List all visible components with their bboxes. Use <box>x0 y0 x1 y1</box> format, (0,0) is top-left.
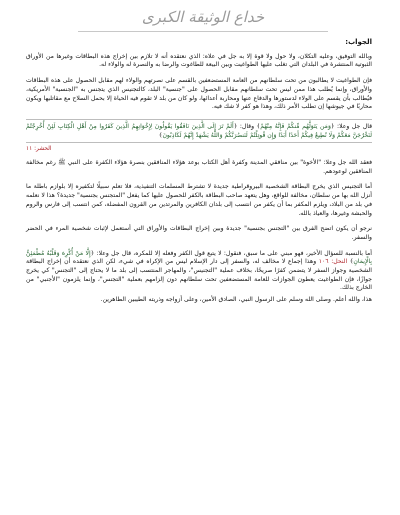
paragraph-3-mid: وقال: <box>239 122 255 130</box>
paragraph-6: نرجو أن يكون اتضح الفرق بين "التجنس بجنسية" جديدة وبين إخراج البطاقات والأوراق التي أستعمل لإثبات شخصية المرء في الحضر والسفر. <box>26 225 372 241</box>
verse-1: وَمَن يَتَوَلَّهُم مِّنكُمْ فَإِنَّهُ مِنْهُمْ <box>260 122 331 130</box>
paragraph-2: فإن الطواغيت لا يطالبون من تحت سلطانهم من العامة المستضعفين بالقسم على نصرتهم والولاء لهم مقابل الحصول على هذه البطاقات والأوراق، وإنما يُطلب هذا ممن ليس تحت سلطانهم مقابل الحصول على "جنسية" البلد، كالتجنيس الذي يتجنس به "الجنسية" الأمريكية، فيُطالب بأن يقسم على الولاء لدستورها والدفاع عنها ومحاربة أعدائها، ولو كان من بلد لا تقوم فيه الحياة إلا بحمل السلاح مع مقاتليها ويكون محاربًا في جيوشها إن تطلب الأمر ذلك، وهذا هو كفر لا شك فيه. <box>26 77 372 111</box>
verse-2-reference: الحشر: ١١ <box>26 146 52 153</box>
paragraph-1: وبالله التوفيق، وعليه التكلان، ولا حول ولا قوة إلا به جل في علاه: الذي نعتقده أنه لا تلازم بين إخراج هذه البطاقات وغيرها من الأوراق الثبوتية المنتشرة في البلدان التي تغلب عليها الطواغيت وبين البيعة للطاغوت والرضا به والنصرة له والولاء له. <box>26 52 372 69</box>
article-body <box>26 38 372 312</box>
page-header <box>78 2 328 32</box>
verse-2: أَلَمْ تَرَ إِلَى الَّذِينَ نَافَقُوا يَقُولُونَ لِإِخْوَانِهِمُ الَّذِينَ كَفَرُوا مِنْ أَهْلِ الْكِتَابِ لَئِنْ أُخْرِجْتُمْ لَنَخْرُجَنَّ مَعَكُمْ وَلَا نُطِيعُ فِيكُمْ أَحَدًا أَبَدًا وَإِن قُوتِلْتُمْ لَنَنصُرَنَّكُمْ وَاللَّهُ يَشْهَدُ إِنَّهُمْ لَكَاذِبُونَ <box>26 122 372 139</box>
verse-3: إِلَّا مَنْ أُكْرِهَ وَقَلْبُهُ مُطْمَئِنٌّ بِالْإِيمَانِ <box>26 249 372 266</box>
closing-paragraph: هذا، والله أعلم. وصلى الله وسلم على الرسول النبي، الصادق الأمين، وعلى أزواجه وذريته الطيبين الطاهرين. <box>100 296 372 304</box>
paragraph-7-intro: أما بالنسبة للسؤال الأخير، فهو مبني على ما سبق، فنقول: لا يتبع قول الكفر وفعله إلا للمكره، قال جل وعلا: <box>96 249 372 257</box>
quran-quote-box: قال جل وعلا: ﴿وَمَن يَتَوَلَّهُم مِّنكُمْ فَإِنَّهُ مِنْهُمْ﴾ وقال: ﴿أَلَمْ تَرَ إِلَى الَّذِينَ نَافَقُوا يَقُولُونَ لِإِخْوَانِهِمُ الَّذِينَ كَفَرُوا مِنْ أَهْلِ الْكِتَابِ لَئِنْ أُخْرِجْتُمْ لَنَخْرُجَنَّ مَعَكُمْ وَلَا نُطِيعُ فِيكُمْ أَحَدًا أَبَدًا وَإِن قُوتِلْتُمْ لَنَنصُرَنَّكُمْ وَاللَّهُ يَشْهَدُ إِنَّهُمْ لَكَاذِبُونَ﴾ <box>26 119 372 143</box>
paragraph-7-body: وهذا إجماع لا مخالف له، والسفر إلى دار الإسلام ليس من الإكراه في شيء، لكن الذي نعتقده أن إخراج البطاقة الشخصية وجواز السفر لا يتضمن كفرًا صريحًا، بخلاف عملية "التجنيس"، والمهاجر المنتسب إلى بلد ما لا يحتاج إلى "التجنس" كي يخرج جوازًا، فإن الطواغيت يعطون الجوازات للعامة المستضعفين تحت سلطانهم دون إلزامهم بعملية "التجنس"، وإنما يلزمون "الأجنبي" من الخارج بذلك. <box>26 258 372 292</box>
paragraph-3-intro: قال جل وعلا: <box>337 122 372 130</box>
paragraph-7: أما بالنسبة للسؤال الأخير، فهو مبني على ما سبق، فنقول: لا يتبع قول الكفر وفعله إلا للمكره، قال جل وعلا: ﴿إِلَّا مَنْ أُكْرِهَ وَقَلْبُهُ مُطْمَئِنٌّ بِالْإِيمَانِ﴾ النحل: ١٠٦ وهذا إجماع لا مخالف له، والسفر إلى دار الإسلام ليس من الإكراه في شيء، لكن الذي نعتقده أن إخراج البطاقة الشخصية وجواز السفر لا يتضمن كفرًا صريحًا، بخلاف عملية "التجنيس"، والمهاجر المنتسب إلى بلد ما لا يحتاج إلى "التجنس" كي يخرج جوازًا، فإن الطواغيت يعطون الجوازات للعامة المستضعفين تحت سلطانهم دون إلزامهم بعملية "التجنس"، وإنما يلزمون "الأجنبي" من الخارج بذلك. <box>26 249 372 292</box>
answer-heading: الجواب: <box>345 38 372 46</box>
header-title: خداع الوثيقة الكبرى <box>141 7 265 26</box>
paragraph-5: أما التجنيس الذي يخرج البطاقة الشخصية البيروقراطية جديدة لا تشترط المسلمات التنفيذية، فلا تعلم سبيلًا لتكفيره إلا بلوازم باطلة ما أنزل الله بها من سلطان، مخالفة للواقع، وهل يتعهد صاحب البطاقة بالكفر للحصول عليها كما يفعل "المتجنس بجنسية" جديدة؟ هذا لا نعلمه في بلد من البلاد، ويلزم المكفر بما أن يكفر من انتسب إلى بلدان الكافرين والمرتدين من القرون المفضلة، كمن انتسب إلى فارس والروم والحبشة وغيرها، والعياذ بالله. <box>26 183 372 217</box>
paragraph-4: فعقد الله جل وعلا: "الأخوة" بين منافقي المدينة وكفرة أهل الكتاب بوعد هؤلاء المنافقين بنصرة هؤلاء الكفرة على النبي ﷺ رغم مخالفة المنافقين لوعودهم. <box>26 159 372 175</box>
verse-3-reference: النحل: ١٠٦ <box>318 258 348 266</box>
